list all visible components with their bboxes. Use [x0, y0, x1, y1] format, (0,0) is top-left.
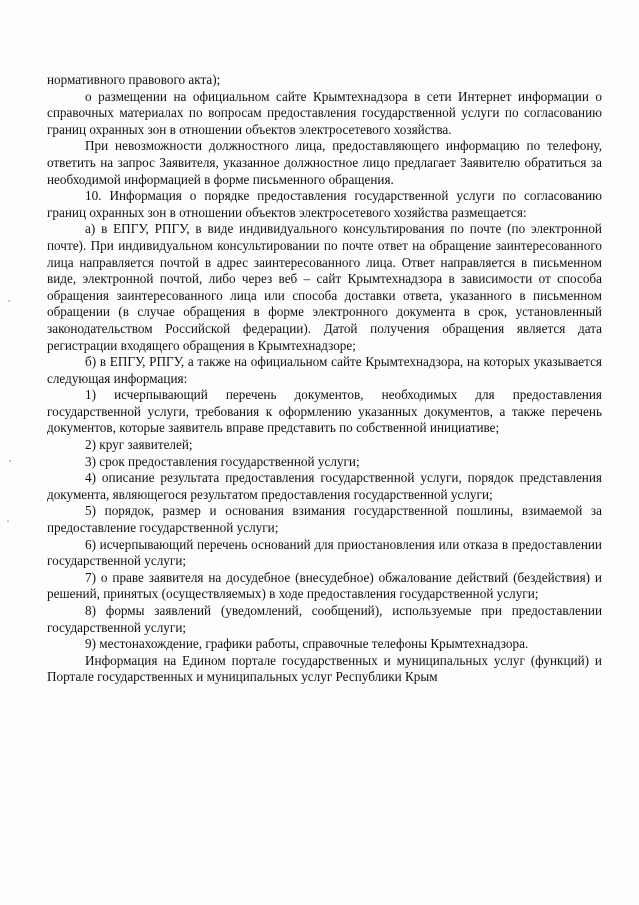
paragraph-written-request: При невозможности должностного лица, предоставляющего информацию по телефону, ответить на запрос Заявителя, указанное должностное лицо предлагает Заявителю обратиться за необходимой информацией в форме письменного обращения.: [47, 138, 602, 187]
scan-speck: [7, 520, 9, 522]
paragraph-item-b: б) в ЕПГУ, РПГУ, а также на официальном сайте Крымтехнадзора, на которых указывается следующая информация:: [47, 354, 602, 386]
paragraph-section-10: 10. Информация о порядке предоставления государственной услуги по согласованию границ охранных зон в отношении объектов электросетевого хозяйства размещается:: [47, 188, 602, 220]
scan-speck: [8, 300, 10, 302]
list-item-9: 9) местонахождение, графики работы, справочные телефоны Крымтехнадзора.: [85, 636, 529, 652]
list-item-2: 2) круг заявителей;: [85, 437, 193, 453]
paragraph-portal-info: Информация на Едином портале государственных и муниципальных услуг (функций) и Портале государственных и муниципальных услуг Республики Крым: [47, 652, 602, 685]
paragraph-website-info: о размещении на официальном сайте Крымтехнадзора в сети Интернет информации о справочных материалах по вопросам предоставления государственной услуги по согласованию границ охранных зон в отношении объектов электросетевого хозяйства.: [47, 88, 602, 137]
list-item-6: 6) исчерпывающий перечень оснований для приостановления или отказа в предоставлении государственной услуги;: [47, 536, 602, 569]
list-item-5: 5) порядок, размер и основания взимания государственной пошлины, взимаемой за предоставление государственной услуги;: [47, 503, 602, 536]
scan-speck: [9, 460, 11, 462]
list-item-3: 3) срок предоставления государственной услуги;: [85, 453, 360, 469]
document-body: [47, 72, 602, 686]
list-item-7: 7) о праве заявителя на досудебное (внесудебное) обжалование действий (бездействия) и решений, принятых (осуществляемых) в ходе предоставления государственной услуги;: [47, 569, 602, 602]
list-item-4: 4) описание результата предоставления государственной услуги, порядок представления документа, являющегося результатом предоставления государственной услуги;: [47, 470, 602, 502]
paragraph-continuation: нормативного правового акта);: [47, 72, 221, 87]
list-item-1: 1) исчерпывающий перечень документов, необходимых для предоставления государственной услуги, требования к оформлению указанных документов, а также перечень документов, которые заявитель вправе представить по собственной инициативе;: [47, 387, 602, 436]
list-item-8: 8) формы заявлений (уведомлений, сообщений), используемые при предоставлении государственной услуги;: [47, 603, 602, 635]
paragraph-item-a: а) в ЕПГУ, РПГУ, в виде индивидуального консультирования по почте (по электронной почте). При индивидуальном консультировании по почте ответ на обращение заинтересованного лица направляется почтой в адрес заинтересованного лица. Ответ направляется в письменном виде, электронной почтой, либо через веб – сайт Крымтехнадзора в зависимости от способа обращения заинтересованного лица или способа доставки ответа, указанного в письменном обращении (в случае обращения в форме электронного документа в срок, установленный законодательством Российской федерации). Датой получения обращения является дата регистрации входящего обращения в Крымтехнадзоре;: [47, 221, 602, 353]
